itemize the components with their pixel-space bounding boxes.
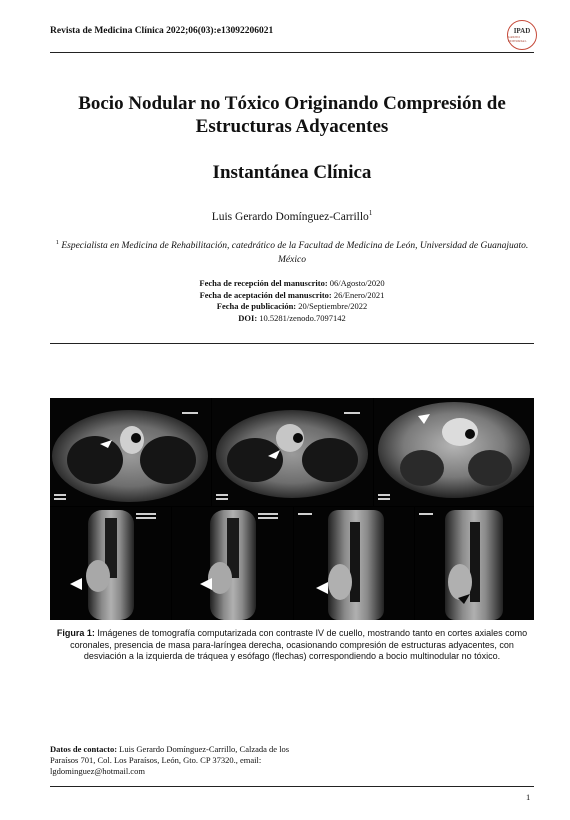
figure-caption-text: Imágenes de tomografía computarizada con contraste IV de cuello, mostrando tanto en cortes axiales como coronales, presencia de masa para-laríngea derecha, ocasionando compresión de estructuras adyacentes, con desviación a la izquierda de tráquea y esófago (flechas) correspondiendo a bocio multinodular no tóxico. — [70, 628, 528, 661]
contact-text: Luis Gerardo Domínguez-Carrillo, Calzada de los Paraísos 701, Col. Los Paraísos, León, Gto. CP 37320., email: lgdominguez@hotmail.com — [50, 744, 290, 776]
figure-label: Figura 1: — [56, 628, 95, 638]
manuscript-dates — [50, 278, 534, 324]
received-row — [50, 278, 534, 290]
doi-label: DOI: — [238, 312, 258, 323]
axial-slice-1 — [50, 398, 211, 506]
meta-rule — [50, 343, 534, 344]
accepted-label: Fecha de aceptación del manuscrito: — [199, 289, 332, 300]
logo-text: IPAD — [513, 26, 531, 35]
article-type: Instantánea Clínica — [212, 162, 372, 183]
page-number: 1 — [526, 792, 531, 802]
figure-caption — [50, 628, 534, 663]
author-name: Luis Gerardo Domínguez-Carrillo — [211, 210, 369, 223]
published-label: Fecha de publicación: — [216, 301, 297, 311]
axial-slice-2 — [212, 398, 373, 506]
coronal-slice-2 — [172, 507, 293, 620]
affiliation-sup: 1 — [55, 239, 59, 246]
axial-slice-3 — [374, 398, 534, 506]
published-row — [50, 301, 534, 313]
coronal-slice-3 — [294, 507, 414, 620]
received-label: Fecha de recepción del manuscrito: — [199, 278, 328, 288]
affiliation — [50, 236, 534, 267]
accepted-row — [50, 290, 534, 302]
contact-info — [50, 744, 290, 777]
affiliation-text: Especialista en Medicina de Rehabilitación, catedrático de la Facultad de Medicina de León, Universidad de Guanajuato. México — [61, 241, 529, 266]
header-rule — [50, 52, 534, 53]
doi-row — [50, 313, 534, 325]
coronal-slice-4 — [415, 507, 534, 620]
footer-rule — [50, 786, 534, 787]
article-title: Bocio Nodular no Tóxico Originando Compresión de Estructuras Adyacentes — [78, 93, 506, 137]
author-line — [50, 209, 534, 223]
logo-subtext: GRUPO EDITORIAL — [508, 34, 527, 43]
contact-label: Datos de contacto: — [50, 744, 118, 754]
received-date: 06/Agosto/2020 — [329, 278, 385, 288]
journal-header: Revista de Medicina Clínica 2022;06(03):e13092206021 — [50, 26, 274, 36]
ct-image-mosaic — [50, 398, 534, 620]
accepted-date: 26/Enero/2021 — [333, 289, 385, 300]
author-sup: 1 — [368, 209, 373, 217]
ct-figure — [50, 398, 534, 620]
journal-logo — [507, 20, 537, 50]
doi-value[interactable]: 10.5281/zenodo.7097142 — [259, 312, 346, 323]
coronal-slice-1 — [50, 507, 171, 620]
published-date: 20/Septiembre/2022 — [298, 301, 368, 311]
